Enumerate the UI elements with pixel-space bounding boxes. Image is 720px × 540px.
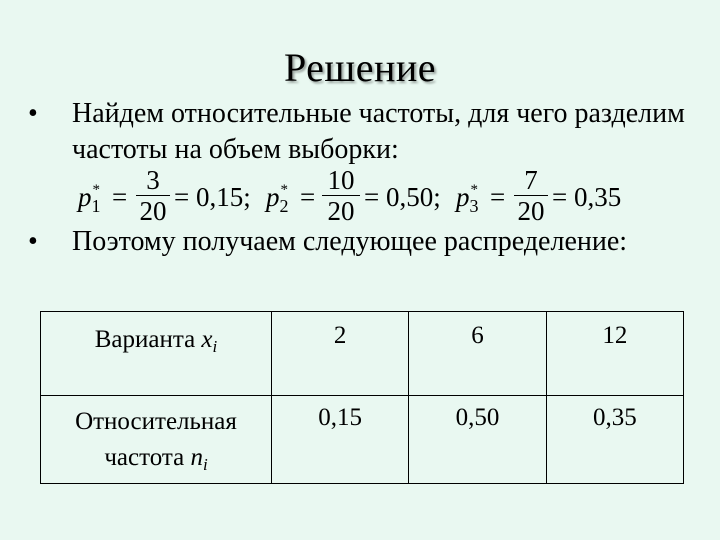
bullet-text: Найдем относительные частоты, для чего разделим частоты на объем выборки: <box>72 98 685 165</box>
bullet-item-2 <box>28 224 688 260</box>
table-cell: 2 <box>272 312 409 396</box>
formula-result: = 0,50; <box>364 182 441 212</box>
bullet-marker: • <box>28 226 38 257</box>
formula-fraction: 10 20 <box>322 166 360 225</box>
bullet-item-1 <box>28 96 688 168</box>
formula-result: = 0,35 <box>552 182 622 212</box>
table-cell: 6 <box>409 312 546 396</box>
table-cell: 12 <box>546 312 683 396</box>
slide-title: Решение <box>283 45 437 90</box>
formula-variable: $p_2^*$ <box>266 182 289 216</box>
row-header-relative-frequency: Относительная частота $n_i$ <box>41 396 272 484</box>
formula-equals: = <box>300 182 316 212</box>
formula-variable: $p_1^*$ <box>78 182 101 216</box>
table-cell: 0,15 <box>272 396 409 484</box>
formula-fraction: 7 20 <box>514 166 548 225</box>
formula-equals: = <box>490 182 506 212</box>
formula-equals: = <box>112 182 128 212</box>
table-row <box>41 396 684 484</box>
distribution-table <box>40 311 684 484</box>
table-cell: 0,35 <box>546 396 683 484</box>
row-header-variant: Варианта $x_i$ <box>41 312 272 396</box>
formula-fraction: 3 20 <box>136 166 170 225</box>
formula-result: = 0,15; <box>174 182 251 212</box>
bullet-marker: • <box>28 98 38 129</box>
formula-variable: $p_3^*$ <box>456 182 479 216</box>
bullet-text: Поэтому получаем следующее распределение: <box>72 226 628 257</box>
table-cell: 0,50 <box>409 396 546 484</box>
table-row <box>41 312 684 396</box>
